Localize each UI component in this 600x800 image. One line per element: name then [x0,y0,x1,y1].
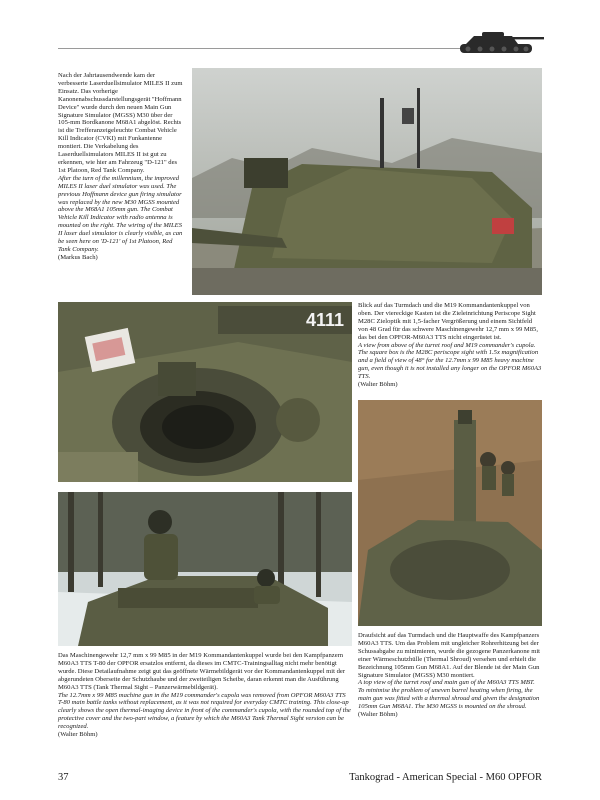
caption-miles [58,72,186,262]
page-footer [58,772,542,788]
photo-turret-miles [192,68,542,295]
caption-thermal-de: Das Maschinengewehr 12,7 mm x 99 M85 in der M19 Kommandantenkuppel wurde bei den Kampfpanzern M60A3 TTS T-80 der OPFOR ersatzlos entfernt, da dieses im CMTC-Trainingsalltag nicht mehr benötigt wurde. Diese Detailaufnahme zeigt gut das geöffnete Wärmebildgerät vor der Kommandantenkuppel mit der abgerundeten Oberseite der Schutzhaube und der zweiteiligen Scheibe, daran erkennt man die Ausführung M60A3 TTS (Tank Thermal Sight – Panzerwärmebildgerät). [58,652,346,691]
caption-cupola [358,302,542,389]
caption-barrel [358,632,542,719]
caption-cupola-de: Blick auf das Turmdach und die M19 Kommandantenkuppel von oben. Der viereckige Kasten ist die Zieleinrichtung Periscope Sight M28C Zieloptik mit 1,5-facher Vergrößerung und einem Sichtfeld von 48 Grad für das schwere Maschinengewehr 12,7 mm x 99 M85, das bei den OPFOR-M60A3 TTS nicht eingerüstet ist. [358,302,539,341]
caption-cupola-credit: (Walter Böhm) [358,381,398,389]
caption-cupola-en: A view from above of the turret roof and M19 commander's cupola. The square box is the M28C periscope sight with 1.5x magnification and a field of view of 48° for the 12.7mm x 99 M85 heavy machine gun, even though it is not installed any longer on the OPFOR M60A3 TTS. [358,341,542,381]
caption-miles-de: Nach der Jahrtausendwende kam der verbesserte Laserduellsimulator MILES II zum Einsatz. Das vorherige Kanonenabschussdarstellungsgerät "Hoffmann Device" wurde durch den neuen Main Gun Signature Simulator (MGSS) M30 über der 105-mm Bordkanone M68A1 abgelöst. Rechts ist die Trefferanzeigeleuchte Combat Vehicle Kill Indicator (CVKI) mit Funkantenne montiert. Die Verkabelung des Laserduellsimulators MILES II ist gut zu erkennen, wie hier am Fahrzeug "D-121" des 1st Platoon, Red Tank Company. [58,72,183,174]
header-rule [58,48,498,49]
caption-miles-en: After the turn of the millennium, the improved MILES II laser duel simulator was used. The previous Hoffmann device gun firing simulator was replaced by the new M30 MGSS mounted above the M68A1 105mm gun. The Combat Vehicle Kill Indicator with radio antenna is mounted on the right. The wiring of the MILES II laser duel simulator is clearly visible, as can be seen here on 'D-121' of 1st Platoon, Red Tank Company. [58,174,183,253]
caption-barrel-de: Draufsicht auf das Turmdach und die Hauptwaffe des Kampfpanzers M60A3 TTS. Um das Problem mit ungleicher Rohrerhitzung bei der Schussabgabe zu minimieren, wurde die gezogene Panzerkanone mit einer Wärmeschutzhülle (Thermal Shroud) versehen und erhielt die Bezeichnung 105mm Gun M68A1. Auf der Blende ist der Main Gun Signature Simulator (MGSS) M30 montiert. [358,632,540,679]
footer-title: Tankograd - American Special - M60 OPFOR [349,772,542,783]
caption-barrel-en: A top view of the turret roof and main gun of the M60A3 TTS MBT. To minimise the problem of uneven barrel heating when firing, the main gun was fitted with a thermal shroud and given the designation 105mm Gun M68A1. The M30 MGSS is mounted on the shroud. [358,679,540,711]
photo-crew-winter [58,492,352,646]
caption-barrel-credit: (Walter Böhm) [358,711,398,719]
caption-miles-credit: (Markus Bach) [58,253,98,261]
tank-number: 4111 [306,310,345,330]
caption-thermal-en: The 12.7mm x 99 M85 machine gun in the M19 commander's cupola was removed from OPFOR M60A3 TTS T-80 main battle tanks without replacement, as it was not required for everyday CMTC training. This close-up clearly shows the open thermal-imaging device in front of the commander's cupola, with the rounded top of the protective cover and the two-part window, a feature by which the M60A3 Tank Thermal Sight version can be recognized. [58,691,351,731]
caption-thermal-sight [58,652,352,739]
photo-gun-barrel [358,400,542,626]
page-number: 37 [58,772,69,783]
caption-thermal-credit: (Walter Böhm) [58,731,98,739]
photo-cupola-top [58,302,352,482]
tank-silhouette-logo [452,24,546,58]
